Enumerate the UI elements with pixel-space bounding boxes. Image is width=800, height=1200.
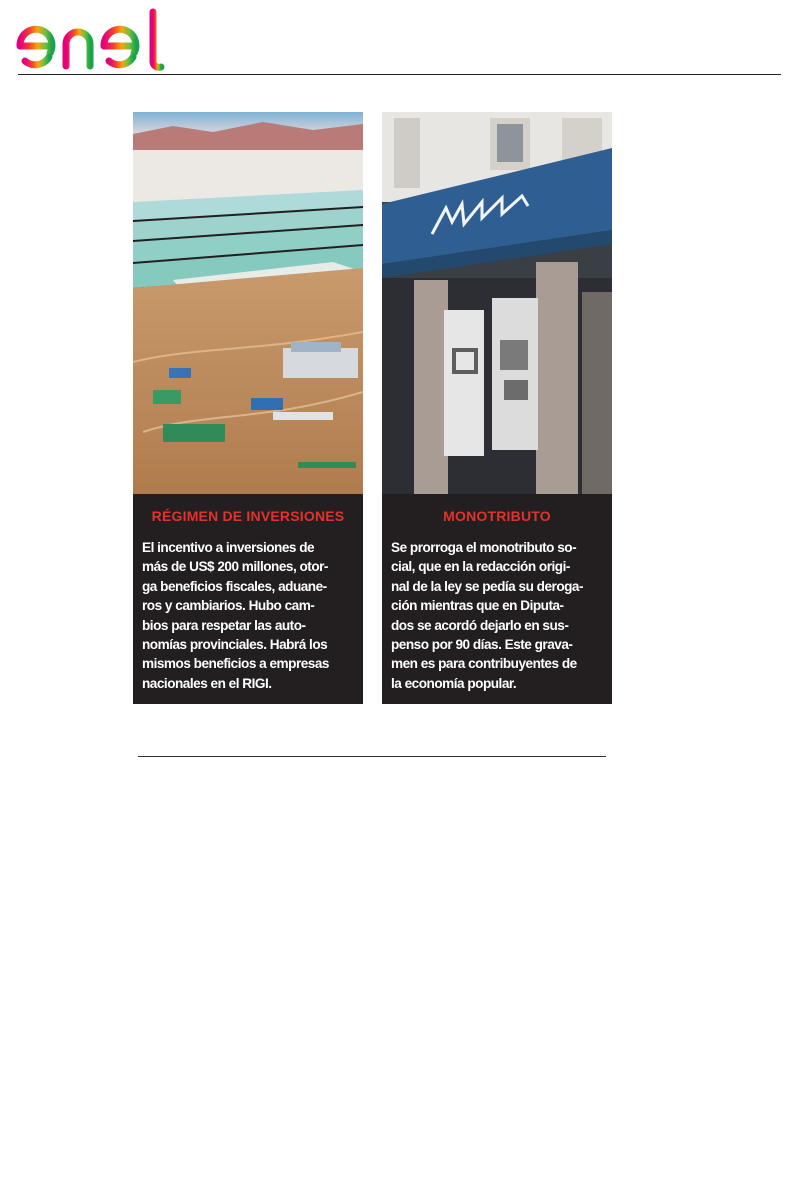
article-card-monotributo bbox=[382, 112, 612, 704]
article-line: nal de la ley se pedía su deroga- bbox=[391, 578, 584, 594]
article-line: Se prorroga el monotributo so- bbox=[391, 540, 577, 555]
article-line: la economía popular. bbox=[391, 675, 517, 691]
article-card-inversiones bbox=[133, 112, 363, 704]
article-title: RÉGIMEN DE INVERSIONES bbox=[151, 508, 345, 524]
article-body bbox=[142, 538, 356, 693]
salt-flat-photo bbox=[133, 112, 363, 494]
article-line: penso por 90 días. Este grava- bbox=[391, 637, 573, 653]
afip-building-photo bbox=[382, 112, 612, 494]
header-divider bbox=[18, 74, 781, 75]
article-line: mismos beneficios a empresas bbox=[142, 656, 329, 672]
article-line: El incentivo a inversiones de bbox=[142, 540, 315, 555]
footer-divider bbox=[138, 756, 606, 757]
article-line: dos se acordó dejarlo en sus- bbox=[391, 617, 569, 633]
article-line: ga beneficios fiscales, aduane- bbox=[142, 578, 327, 594]
article-line: más de US$ 200 millones, otor- bbox=[142, 559, 328, 575]
article-line: ción mientras que en Diputa- bbox=[391, 598, 564, 614]
article-line: cial, que en la redacción origi- bbox=[391, 559, 570, 575]
enel-logo bbox=[16, 8, 180, 72]
article-title: MONOTRIBUTO bbox=[443, 508, 551, 524]
article-body bbox=[391, 538, 605, 693]
article-line: nacionales en el RIGI. bbox=[142, 675, 272, 691]
article-line: men es para contribuyentes de bbox=[391, 656, 577, 672]
article-line: bios para respetar las auto- bbox=[142, 617, 306, 633]
article-line: ros y cambiarios. Hubo cam- bbox=[142, 598, 315, 614]
article-line: nomías provinciales. Habrá los bbox=[142, 637, 328, 653]
